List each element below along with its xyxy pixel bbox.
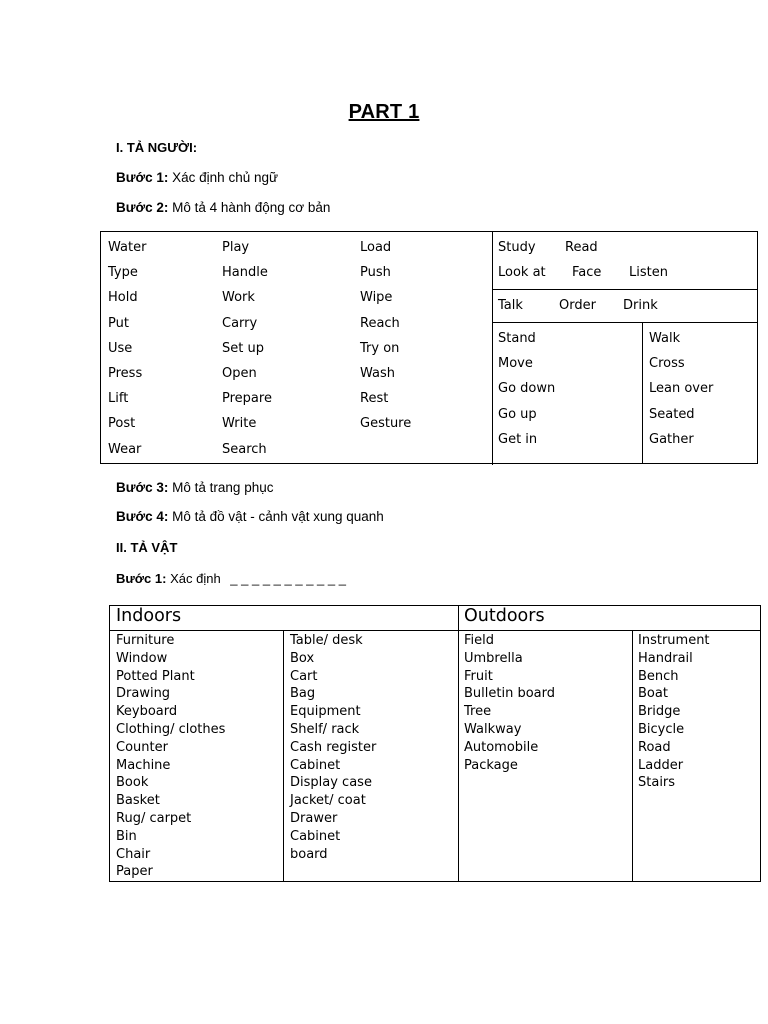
page-title: PART 1: [348, 101, 420, 123]
verb-cell: Lean over: [649, 381, 714, 397]
step-text: Mô tả đồ vật - cảnh vật xung quanh: [172, 509, 384, 524]
noun-cell: Paper: [116, 864, 153, 880]
verb-cell: Wear: [108, 441, 142, 457]
verb-cell: Put: [108, 315, 129, 331]
noun-cell: Display case: [290, 775, 372, 791]
verb-cell: Seated: [649, 406, 695, 422]
verb-cell: Wash: [360, 366, 396, 381]
verb-cell: Move: [498, 356, 533, 372]
outdoors-column-2: [638, 632, 710, 792]
blank-line: _ _ _ _ _ _ _ _ _ _ _: [230, 571, 346, 586]
noun-cell: Cabinet: [290, 828, 341, 844]
verbs-table: [100, 231, 758, 464]
table-divider: [492, 289, 758, 290]
noun-cell: Book: [116, 775, 149, 791]
outdoors-column-1: [464, 632, 555, 774]
verb-cell: Handle: [222, 265, 268, 281]
verb-cell: Reach: [360, 315, 400, 331]
verb-cell: Drink: [623, 298, 658, 313]
verb-cell: Try on: [360, 340, 400, 356]
nouns-table: [109, 605, 761, 882]
noun-cell: Instrument: [638, 633, 710, 648]
noun-cell: Field: [464, 633, 495, 648]
noun-cell: Bicycle: [638, 721, 685, 737]
step-4-people: [116, 509, 384, 524]
noun-cell: Bench: [638, 668, 679, 684]
step-label: Bước 4:: [116, 509, 169, 524]
noun-cell: Bin: [116, 828, 137, 844]
verb-cell: Gather: [649, 431, 694, 447]
step-label: Bước 1:: [116, 571, 167, 586]
verb-cell: Order: [559, 298, 596, 313]
verb-cell: Stand: [498, 331, 536, 346]
table-divider: [110, 630, 760, 631]
step-3-people: [116, 480, 273, 495]
step-label: Bước 3:: [116, 480, 169, 495]
noun-cell: Potted Plant: [116, 668, 195, 684]
noun-cell: Table/ desk: [290, 633, 363, 648]
noun-cell: Bulletin board: [464, 686, 555, 702]
verb-cell: Load: [360, 240, 392, 255]
verb-cell: Gesture: [360, 416, 412, 432]
table-divider: [642, 322, 643, 464]
noun-cell: Cash register: [290, 739, 377, 755]
noun-cell: Umbrella: [464, 650, 523, 666]
noun-cell: Drawer: [290, 810, 338, 826]
verb-cell: Post: [108, 416, 136, 432]
noun-cell: Ladder: [638, 757, 684, 773]
table-divider: [492, 322, 758, 323]
section-heading-people: I. TẢ NGƯỜI:: [116, 140, 198, 155]
noun-cell: Drawing: [116, 686, 171, 702]
verb-cell: Look at: [498, 265, 546, 280]
step-text: Xác định: [170, 571, 221, 586]
verb-cell: Work: [222, 290, 255, 306]
noun-cell: Bridge: [638, 704, 681, 720]
verb-cell: Water: [108, 240, 147, 255]
noun-cell: Keyboard: [116, 704, 178, 720]
verb-cell: Use: [108, 340, 133, 356]
section-heading-objects: II. TẢ VẬT: [116, 540, 178, 555]
verb-cell: Read: [565, 240, 598, 255]
noun-cell: Jacket/ coat: [290, 793, 366, 809]
noun-cell: Handrail: [638, 650, 693, 666]
noun-cell: Equipment: [290, 704, 361, 720]
noun-cell: Box: [290, 650, 315, 666]
indoors-column-1: [116, 632, 225, 881]
outdoors-header: Outdoors: [464, 606, 545, 626]
verb-cell: Hold: [108, 290, 138, 306]
verb-cell: Wipe: [360, 290, 393, 306]
step-label: Bước 2:: [116, 200, 169, 215]
verb-cell: Go up: [498, 406, 537, 422]
noun-cell: Fruit: [464, 668, 493, 684]
indoors-header: Indoors: [116, 606, 182, 626]
noun-cell: Clothing/ clothes: [116, 721, 226, 737]
step-1-objects: [116, 571, 346, 586]
verb-cell: Cross: [649, 356, 685, 372]
verb-cell: Rest: [360, 391, 389, 407]
noun-cell: Bag: [290, 686, 316, 702]
step-label: Bước 1:: [116, 170, 169, 185]
verb-cell: Press: [108, 366, 143, 381]
table-divider: [632, 630, 633, 881]
noun-cell: Stairs: [638, 775, 676, 791]
noun-cell: Tree: [464, 704, 492, 720]
verb-cell: Go down: [498, 381, 556, 397]
verb-cell: Talk: [498, 298, 523, 313]
verb-cell: Face: [572, 265, 602, 280]
table-divider: [492, 232, 493, 465]
noun-cell: Walkway: [464, 721, 522, 737]
noun-cell: Window: [116, 650, 168, 666]
noun-cell: Cabinet: [290, 757, 341, 773]
noun-cell: Chair: [116, 846, 151, 862]
noun-cell: Machine: [116, 757, 171, 773]
step-2-people: [116, 200, 330, 215]
noun-cell: Road: [638, 739, 671, 755]
noun-cell: Rug/ carpet: [116, 810, 192, 826]
noun-cell: board: [290, 846, 328, 862]
step-text: Mô tả 4 hành động cơ bản: [172, 200, 331, 215]
table-divider: [458, 606, 459, 881]
noun-cell: Automobile: [464, 739, 539, 755]
verb-cell: Study: [498, 240, 536, 255]
noun-cell: Cart: [290, 668, 318, 684]
verb-cell: Open: [222, 366, 257, 381]
verb-cell: Set up: [222, 340, 264, 356]
table-divider: [283, 630, 284, 881]
step-1-people: [116, 170, 278, 185]
noun-cell: Basket: [116, 793, 160, 809]
noun-cell: Package: [464, 757, 518, 773]
verb-cell: Get in: [498, 431, 538, 447]
indoors-column-2: [290, 632, 376, 863]
noun-cell: Counter: [116, 739, 168, 755]
noun-cell: Shelf/ rack: [290, 721, 360, 737]
verb-cell: Play: [222, 240, 250, 255]
verb-cell: Write: [222, 416, 257, 432]
verb-cell: Search: [222, 441, 267, 457]
step-text: Xác định chủ ngữ: [172, 170, 279, 185]
verb-cell: Walk: [649, 331, 681, 346]
verb-cell: Carry: [222, 315, 258, 331]
noun-cell: Boat: [638, 686, 668, 702]
verb-cell: Listen: [629, 265, 668, 280]
verb-cell: Lift: [108, 391, 129, 407]
verb-cell: Push: [360, 265, 391, 281]
verb-cell: Prepare: [222, 391, 272, 407]
noun-cell: Furniture: [116, 633, 175, 648]
verb-cell: Type: [108, 265, 138, 281]
step-text: Mô tả trang phục: [172, 480, 274, 495]
